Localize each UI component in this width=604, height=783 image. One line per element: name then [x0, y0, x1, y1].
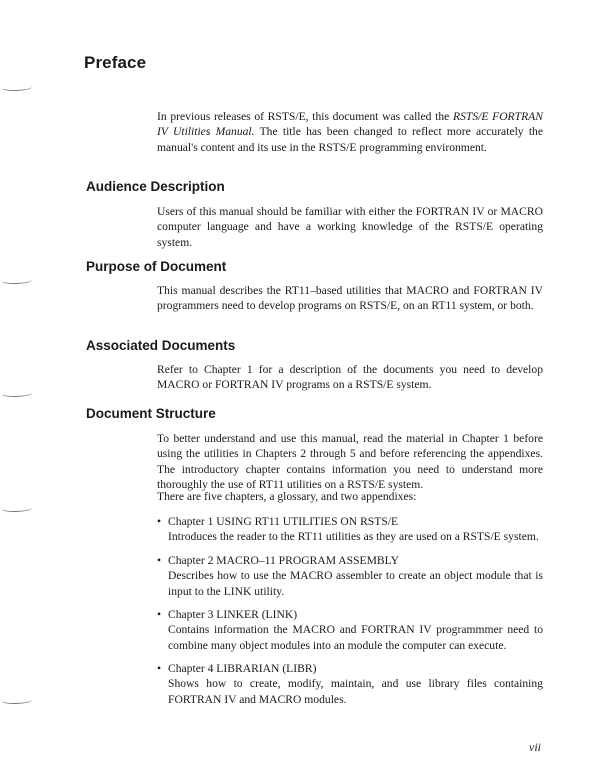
list-item: [157, 607, 543, 653]
chapter-description: Contains information the MACRO and FORTRAN IV programmmer need to combine many object modules into an module the computer can execute.: [168, 623, 543, 652]
chapter-title: Chapter 1 USING RT11 UTILITIES ON RSTS/E: [168, 515, 399, 528]
bullet-icon: •: [157, 554, 162, 567]
margin-mark: [2, 505, 32, 512]
purpose-paragraph: This manual describes the RT11–based utilities that MACRO and FORTRAN IV programmers need to develop programs on RSTS/E, on an RT11 system, or both.: [157, 284, 543, 313]
bullet-icon: •: [157, 662, 162, 675]
previous-title: RSTS/E FORTRAN IV Utilities Manual.: [157, 110, 543, 139]
chapter-title: Chapter 3 LINKER (LINK): [168, 608, 298, 621]
section-heading-structure: Document Structure: [86, 406, 216, 421]
section-heading-associated: Associated Documents: [86, 338, 236, 353]
bullet-icon: •: [157, 515, 162, 528]
associated-paragraph: Refer to Chapter 1 for a description of the documents you need to develop MACRO or FORTRAN IV programs on a RSTS/E system.: [157, 363, 543, 392]
section-heading-audience: Audience Description: [86, 179, 225, 194]
intro-paragraph: In previous releases of RSTS/E, this document was called the RSTS/E FORTRAN IV Utilities Manual. The title has been changed to reflect more accurately the manual's content and its use in the RSTS/E programming environment.: [157, 110, 543, 154]
structure-summary: There are five chapters, a glossary, and two appendixes:: [157, 490, 417, 503]
chapter-description: Shows how to create, modify, maintain, and use library files containing FORTRAN IV and MACRO modules.: [168, 677, 543, 706]
chapter-description: Introduces the reader to the RT11 utilities as they are used on a RSTS/E system.: [168, 530, 539, 544]
chapter-title: Chapter 2 MACRO–11 PROGRAM ASSEMBLY: [168, 554, 399, 567]
list-item: [157, 514, 543, 545]
list-item: [157, 553, 543, 599]
audience-paragraph: Users of this manual should be familiar with either the FORTRAN IV or MACRO computer language and have a working knowledge of the RSTS/E operating system.: [157, 205, 543, 249]
page-number: vii: [529, 740, 541, 754]
page-title: Preface: [84, 53, 147, 72]
margin-mark: [2, 390, 32, 397]
section-heading-purpose: Purpose of Document: [86, 259, 227, 274]
margin-mark: [2, 697, 32, 704]
list-item: [157, 661, 543, 707]
structure-paragraph: To better understand and use this manual, read the material in Chapter 1 before using the utilities in Chapters 2 through 5 and before referencing the appendixes. The introductory chapter contains information you need to understand more thoroughly the use of RT11 utilities on a RSTS/E system.: [157, 432, 543, 492]
margin-mark: [2, 84, 32, 91]
chapter-description: Describes how to use the MACRO assembler to create an object module that is input to the LINK utility.: [168, 569, 543, 598]
chapter-title: Chapter 4 LIBRARIAN (LIBR): [168, 662, 317, 675]
bullet-icon: •: [157, 608, 162, 621]
margin-mark: [2, 277, 32, 284]
